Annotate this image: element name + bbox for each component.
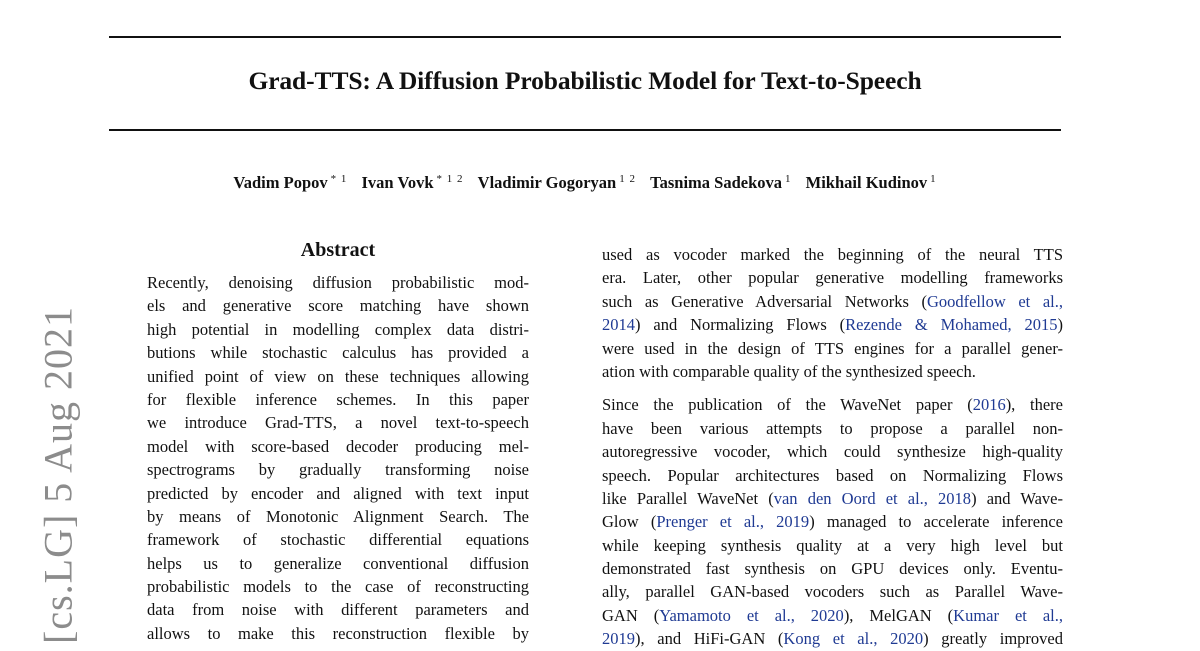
body-line xyxy=(602,290,1063,313)
author-name: Vladimir Gogoryan xyxy=(477,173,617,192)
citation-link[interactable]: Kong et al., 2020 xyxy=(783,629,924,649)
text-run: ) and Wave- xyxy=(971,488,1064,508)
text-run: ), there xyxy=(1005,395,1063,415)
abstract-line: predicted by encoder and aligned with text input xyxy=(147,483,529,503)
citation-link[interactable]: 2016 xyxy=(972,395,1006,415)
author xyxy=(478,173,636,192)
abstract-line: spectrograms by gradually transforming noise xyxy=(147,460,529,480)
body-line: era. Later, other popular generative modelling frameworks xyxy=(602,268,1063,288)
abstract-line: high potential in modelling complex data distri- xyxy=(147,319,529,339)
body-line xyxy=(602,627,1063,650)
text-run: Since the publication of the WaveNet paper ( xyxy=(602,395,973,415)
citation-link[interactable]: Yamamoto et al., 2020 xyxy=(659,605,844,625)
author-name: Ivan Vovk xyxy=(361,173,434,192)
paper-title: Grad-TTS: A Diffusion Probabilistic Model for Text-to-Speech xyxy=(248,66,922,95)
title-rule-bottom xyxy=(109,129,1061,131)
abstract-line: helps us to generalize conventional diffusion xyxy=(147,553,529,573)
citation-link[interactable]: Rezende & Mohamed, 2015 xyxy=(845,315,1058,335)
body-line xyxy=(602,393,1063,416)
abstract-line: unified point of view on these techniques allowing xyxy=(147,366,529,386)
abstract-line: butions while stochastic calculus has provided a xyxy=(147,343,529,363)
abstract-body xyxy=(147,271,529,645)
author-name: Mikhail Kudinov xyxy=(805,173,928,192)
arxiv-side-stamp: [cs.LG] 5 Aug 2021 xyxy=(35,306,81,644)
abstract-line: framework of stochastic differential equations xyxy=(147,530,529,550)
body-line: were used in the design of TTS engines for a parallel gener- xyxy=(602,338,1063,358)
text-run: ) managed to accelerate inference xyxy=(809,512,1063,532)
body-line: ation with comparable quality of the synthesized speech. xyxy=(602,361,976,381)
citation-link[interactable]: 2019 xyxy=(602,629,635,649)
author-list xyxy=(109,173,1061,193)
intro-paragraph-2 xyxy=(602,393,1063,650)
body-line xyxy=(602,510,1063,533)
abstract-line: by means of Monotonic Alignment Search. The xyxy=(147,506,529,526)
body-line: have been various attempts to propose a parallel non- xyxy=(602,418,1063,438)
author-affiliation-marks: 1 2 xyxy=(619,173,636,185)
citation-link[interactable]: Kumar et al., xyxy=(953,605,1063,625)
citation-link[interactable]: van den Oord et al., 2018 xyxy=(773,488,972,508)
body-line: autoregressive vocoder, which could synthesize high-quality xyxy=(602,442,1063,462)
text-run: ), and HiFi-GAN ( xyxy=(635,629,784,649)
text-run: like Parallel WaveNet ( xyxy=(602,488,774,508)
body-line: while keeping synthesis quality at a very high level but xyxy=(602,535,1063,555)
citation-link[interactable]: Prenger et al., 2019 xyxy=(656,512,810,532)
body-line: ally, parallel GAN-based vocoders such as Parallel Wave- xyxy=(602,582,1063,602)
intro-paragraph-1 xyxy=(602,243,1063,383)
text-run: ) and Normalizing Flows ( xyxy=(635,315,846,335)
title-rule-top xyxy=(109,36,1061,38)
body-line xyxy=(602,313,1063,336)
abstract-line: data from noise with different parameters and xyxy=(147,600,529,620)
text-run: Glow ( xyxy=(602,512,657,532)
author-affiliation-marks: 1 xyxy=(930,173,937,185)
introduction-column xyxy=(602,243,1063,651)
abstract-line: allows to make this reconstruction flexible by xyxy=(147,623,529,643)
abstract-line: Recently, denoising diffusion probabilistic mod- xyxy=(147,273,529,292)
citation-link[interactable]: Goodfellow et al., xyxy=(926,291,1063,311)
body-line: used as vocoder marked the beginning of the neural TTS xyxy=(602,245,1063,264)
body-line: speech. Popular architectures based on Normalizing Flows xyxy=(602,465,1063,485)
citation-link[interactable]: 2014 xyxy=(602,315,635,335)
author-name: Vadim Popov xyxy=(233,173,328,192)
author xyxy=(806,173,937,192)
author-name: Tasnima Sadekova xyxy=(650,173,783,192)
author xyxy=(362,173,464,192)
text-run: ) greatly improved xyxy=(923,629,1063,649)
author-affiliation-marks: * 1 2 xyxy=(436,173,464,185)
text-run: GAN ( xyxy=(602,605,660,625)
author xyxy=(650,173,791,192)
body-line xyxy=(602,487,1063,510)
author-affiliation-marks: * 1 xyxy=(330,173,348,185)
text-run: such as Generative Adversarial Networks ( xyxy=(602,291,927,311)
text-run: ), MelGAN ( xyxy=(843,605,954,625)
author xyxy=(233,173,347,192)
abstract-line: els and generative score matching have shown xyxy=(147,296,529,316)
text-run: ) xyxy=(1057,315,1063,335)
body-line: demonstrated fast synthesis on GPU devices only. Eventu- xyxy=(602,559,1063,579)
abstract-line: model with score-based decoder producing mel- xyxy=(147,436,529,456)
abstract-line: we introduce Grad-TTS, a novel text-to-speech xyxy=(147,413,529,433)
body-line xyxy=(602,604,1063,627)
abstract-line: probabilistic models to the case of reconstructing xyxy=(147,577,529,597)
author-affiliation-marks: 1 xyxy=(785,173,792,185)
abstract-heading: Abstract xyxy=(300,239,376,261)
abstract-line: for flexible inference schemes. In this paper xyxy=(147,389,529,409)
